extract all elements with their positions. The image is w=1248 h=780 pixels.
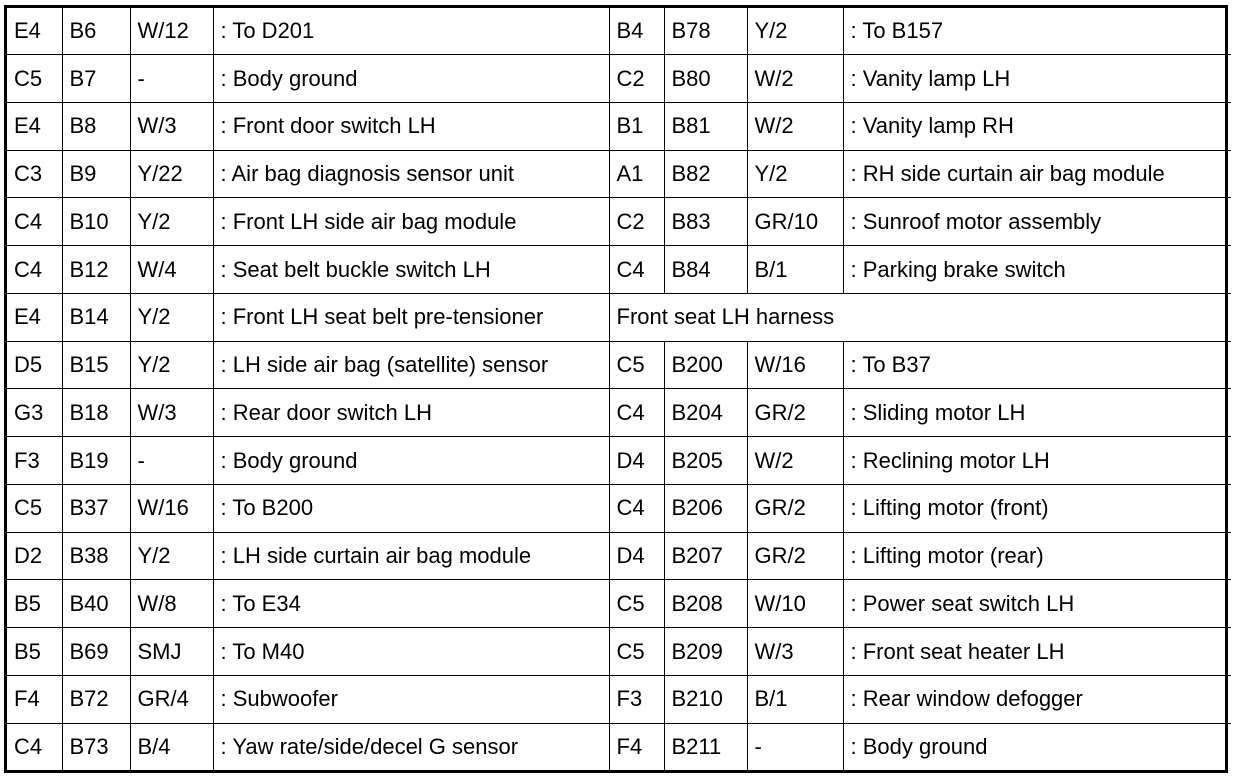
left-connector-no-cell: B18 (62, 389, 130, 437)
left-connector-no-cell: B6 (62, 8, 130, 55)
table-row (7, 55, 1231, 103)
right-description-cell: : Lifting motor (rear) (843, 532, 1231, 580)
right-description-cell: : Reclining motor LH (843, 437, 1231, 485)
left-description-cell: : Subwoofer (213, 675, 609, 723)
left-grid-ref-cell: F3 (7, 437, 62, 485)
left-grid-ref-cell: C4 (7, 723, 62, 770)
right-connector-no-cell: B211 (664, 723, 747, 770)
right-grid-ref-cell: C5 (609, 341, 664, 389)
left-connector-type-cell: SMJ (130, 628, 213, 676)
right-description-cell: : Parking brake switch (843, 246, 1231, 294)
right-connector-type-cell: GR/2 (747, 484, 843, 532)
right-connector-no-cell: B81 (664, 102, 747, 150)
right-description-cell: : To B157 (843, 8, 1231, 55)
left-connector-type-cell: W/3 (130, 389, 213, 437)
right-grid-ref-cell: C2 (609, 198, 664, 246)
right-connector-type-cell: B/1 (747, 246, 843, 294)
left-description-cell: : To M40 (213, 628, 609, 676)
right-grid-ref-cell: B1 (609, 102, 664, 150)
right-grid-ref-cell: F3 (609, 675, 664, 723)
right-connector-type-cell: B/1 (747, 675, 843, 723)
right-description-cell: : Rear window defogger (843, 675, 1231, 723)
right-connector-no-cell: B83 (664, 198, 747, 246)
right-connector-no-cell: B208 (664, 580, 747, 628)
right-connector-type-cell: W/3 (747, 628, 843, 676)
left-connector-no-cell: B10 (62, 198, 130, 246)
right-connector-type-cell: GR/2 (747, 389, 843, 437)
left-connector-no-cell: B73 (62, 723, 130, 770)
right-description-cell: : Front seat heater LH (843, 628, 1231, 676)
right-connector-type-cell: - (747, 723, 843, 770)
right-grid-ref-cell: F4 (609, 723, 664, 770)
table-row (7, 8, 1231, 55)
table-row (7, 198, 1231, 246)
right-connector-type-cell: Y/2 (747, 8, 843, 55)
left-description-cell: : To E34 (213, 580, 609, 628)
connector-list-sheet (4, 5, 1228, 773)
left-connector-type-cell: Y/2 (130, 532, 213, 580)
right-description-cell: : Vanity lamp RH (843, 102, 1231, 150)
right-connector-no-cell: B205 (664, 437, 747, 485)
right-description-cell: : Sliding motor LH (843, 389, 1231, 437)
right-description-cell: : RH side curtain air bag module (843, 150, 1231, 198)
harness-section-header: Front seat LH harness (609, 293, 1231, 341)
right-connector-no-cell: B206 (664, 484, 747, 532)
right-connector-no-cell: B200 (664, 341, 747, 389)
left-grid-ref-cell: C5 (7, 484, 62, 532)
right-connector-no-cell: B82 (664, 150, 747, 198)
left-grid-ref-cell: B5 (7, 580, 62, 628)
left-description-cell: : LH side air bag (satellite) sensor (213, 341, 609, 389)
right-connector-no-cell: B80 (664, 55, 747, 103)
right-description-cell: : Power seat switch LH (843, 580, 1231, 628)
left-description-cell: : Front LH seat belt pre-tensioner (213, 293, 609, 341)
right-connector-no-cell: B210 (664, 675, 747, 723)
right-connector-no-cell: B204 (664, 389, 747, 437)
left-grid-ref-cell: D2 (7, 532, 62, 580)
right-grid-ref-cell: C4 (609, 484, 664, 532)
right-connector-no-cell: B78 (664, 8, 747, 55)
left-connector-no-cell: B12 (62, 246, 130, 294)
table-row (7, 628, 1231, 676)
left-grid-ref-cell: E4 (7, 8, 62, 55)
left-connector-type-cell: W/8 (130, 580, 213, 628)
left-description-cell: : To D201 (213, 8, 609, 55)
left-connector-no-cell: B7 (62, 55, 130, 103)
left-connector-type-cell: W/4 (130, 246, 213, 294)
table-row (7, 246, 1231, 294)
left-grid-ref-cell: E4 (7, 102, 62, 150)
left-grid-ref-cell: G3 (7, 389, 62, 437)
left-connector-no-cell: B72 (62, 675, 130, 723)
right-connector-type-cell: W/2 (747, 102, 843, 150)
right-description-cell: : To B37 (843, 341, 1231, 389)
right-connector-no-cell: B209 (664, 628, 747, 676)
left-connector-type-cell: W/3 (130, 102, 213, 150)
right-connector-no-cell: B84 (664, 246, 747, 294)
left-grid-ref-cell: E4 (7, 293, 62, 341)
right-grid-ref-cell: C2 (609, 55, 664, 103)
left-connector-no-cell: B8 (62, 102, 130, 150)
left-connector-type-cell: B/4 (130, 723, 213, 770)
left-description-cell: : Body ground (213, 55, 609, 103)
table-row (7, 437, 1231, 485)
left-description-cell: : Front door switch LH (213, 102, 609, 150)
table-row (7, 675, 1231, 723)
right-grid-ref-cell: B4 (609, 8, 664, 55)
right-grid-ref-cell: C4 (609, 389, 664, 437)
connector-table (7, 8, 1231, 770)
left-description-cell: : Rear door switch LH (213, 389, 609, 437)
left-connector-no-cell: B19 (62, 437, 130, 485)
left-grid-ref-cell: D5 (7, 341, 62, 389)
right-connector-type-cell: W/16 (747, 341, 843, 389)
table-row (7, 723, 1231, 770)
left-connector-no-cell: B15 (62, 341, 130, 389)
right-grid-ref-cell: C4 (609, 246, 664, 294)
right-connector-type-cell: W/10 (747, 580, 843, 628)
left-connector-no-cell: B14 (62, 293, 130, 341)
right-connector-type-cell: GR/2 (747, 532, 843, 580)
left-connector-no-cell: B9 (62, 150, 130, 198)
right-grid-ref-cell: C5 (609, 628, 664, 676)
right-description-cell: : Sunroof motor assembly (843, 198, 1231, 246)
right-connector-type-cell: W/2 (747, 437, 843, 485)
left-connector-type-cell: W/12 (130, 8, 213, 55)
right-grid-ref-cell: D4 (609, 437, 664, 485)
left-description-cell: : Body ground (213, 437, 609, 485)
left-description-cell: : To B200 (213, 484, 609, 532)
right-description-cell: : Body ground (843, 723, 1231, 770)
left-grid-ref-cell: C4 (7, 246, 62, 294)
right-grid-ref-cell: C5 (609, 580, 664, 628)
right-description-cell: : Vanity lamp LH (843, 55, 1231, 103)
left-connector-type-cell: GR/4 (130, 675, 213, 723)
left-description-cell: : LH side curtain air bag module (213, 532, 609, 580)
right-connector-no-cell: B207 (664, 532, 747, 580)
left-connector-type-cell: - (130, 55, 213, 103)
table-row (7, 389, 1231, 437)
left-description-cell: : Seat belt buckle switch LH (213, 246, 609, 294)
left-connector-type-cell: Y/2 (130, 293, 213, 341)
table-row (7, 150, 1231, 198)
left-connector-no-cell: B37 (62, 484, 130, 532)
right-connector-type-cell: GR/10 (747, 198, 843, 246)
right-description-cell: : Lifting motor (front) (843, 484, 1231, 532)
table-row (7, 484, 1231, 532)
right-grid-ref-cell: D4 (609, 532, 664, 580)
left-grid-ref-cell: C4 (7, 198, 62, 246)
left-connector-no-cell: B69 (62, 628, 130, 676)
table-row (7, 580, 1231, 628)
left-grid-ref-cell: F4 (7, 675, 62, 723)
right-grid-ref-cell: A1 (609, 150, 664, 198)
left-connector-type-cell: Y/2 (130, 198, 213, 246)
table-row (7, 293, 1231, 341)
right-connector-type-cell: W/2 (747, 55, 843, 103)
left-connector-type-cell: W/16 (130, 484, 213, 532)
table-row (7, 102, 1231, 150)
left-description-cell: : Air bag diagnosis sensor unit (213, 150, 609, 198)
left-grid-ref-cell: C5 (7, 55, 62, 103)
left-connector-type-cell: - (130, 437, 213, 485)
left-connector-no-cell: B40 (62, 580, 130, 628)
left-description-cell: : Yaw rate/side/decel G sensor (213, 723, 609, 770)
left-grid-ref-cell: B5 (7, 628, 62, 676)
left-grid-ref-cell: C3 (7, 150, 62, 198)
left-connector-type-cell: Y/22 (130, 150, 213, 198)
left-connector-no-cell: B38 (62, 532, 130, 580)
table-row (7, 341, 1231, 389)
table-row (7, 532, 1231, 580)
connector-table-body (7, 8, 1231, 770)
left-description-cell: : Front LH side air bag module (213, 198, 609, 246)
right-connector-type-cell: Y/2 (747, 150, 843, 198)
left-connector-type-cell: Y/2 (130, 341, 213, 389)
